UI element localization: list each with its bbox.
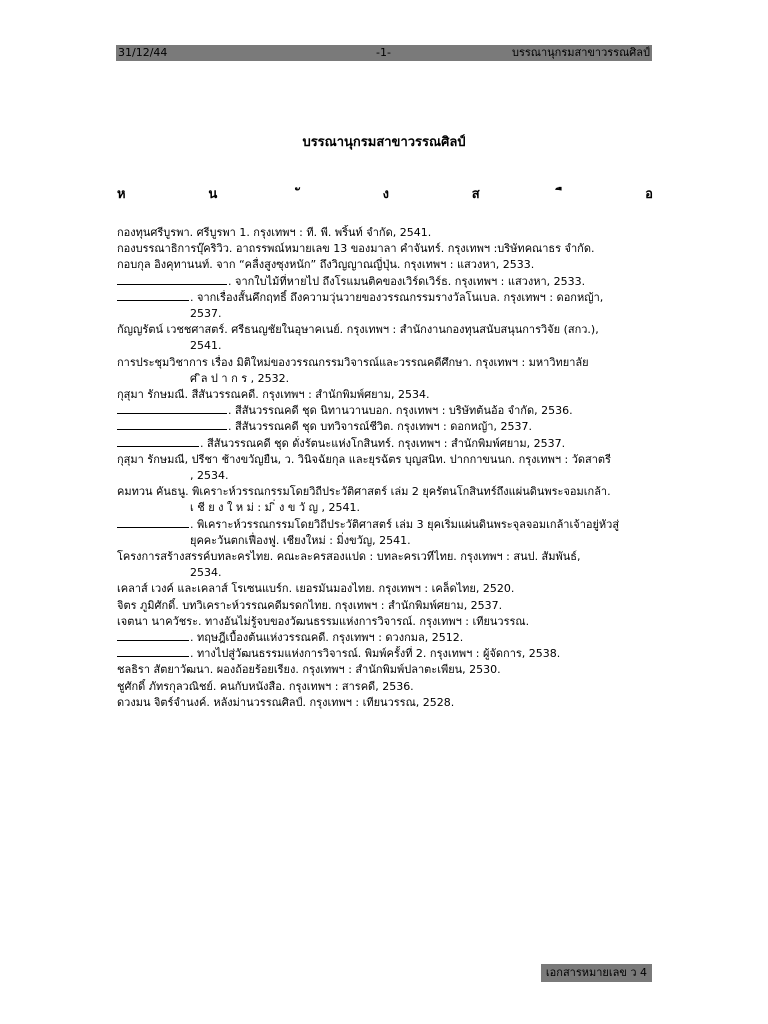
page-header [116,45,652,61]
bibliography-entry [117,679,653,695]
entry-text: . สีสันวรรณคดี ชุด ดั่งรัตนะแห่งโกสินทร์. กรุงเทพฯ : สำนักพิมพ์ศยาม, 2537. [200,436,566,450]
entry-first-line [117,290,653,306]
repeat-author-rule [117,420,227,430]
entry-text: คมทวน คันธนู. พิเคราะห์วรรณกรรมโดยวิถีประวัติศาสตร์ เล่ม 2 ยุครัตนโกสินทร์ถึงแผ่นดินพระจอมเกล้า. [117,485,611,499]
repeat-author-rule [117,631,189,641]
entry-first-line [117,517,653,533]
bibliography-entry [117,257,653,273]
bibliography-entry [117,517,653,549]
entry-text: . ทางไปสู่วัฒนธรรมแห่งการวิจารณ์. พิมพ์ครั้งที่ 2. กรุงเทพฯ : ผู้จัดการ, 2538. [190,647,561,661]
entry-first-line [117,549,653,565]
repeat-author-rule [117,404,227,414]
entry-text: ชูศักดิ์ ภัทรกุลวณิชย์. คนกับหนังสือ. กรุงเทพฯ : สารคดี, 2536. [117,679,414,693]
bibliography-entry [117,614,653,630]
entry-first-line [117,662,653,678]
heading-letter: ส [471,187,480,202]
entry-text: กุสุมา รักษมณี, ปรีชา ช้างขวัญยืน, ว. วินิจฉัยกุล และยุรฉัตร บุญสนิท. ปากกาขนนก. กรุงเทพฯ : วัดสาตรี [117,452,611,466]
bibliography-entry [117,452,653,484]
entry-first-line [117,387,653,403]
entry-first-line [117,322,653,338]
repeat-author-rule [117,518,189,528]
entry-first-line [117,695,653,711]
bibliography-entry [117,646,653,662]
entry-first-line [117,452,653,468]
heading-letter: ห [117,187,126,202]
repeat-author-rule [117,437,199,447]
bibliography-entry [117,241,653,257]
bibliography-entry [117,598,653,614]
header-date: 31/12/44 [118,46,168,59]
bibliography-entry [117,484,653,516]
entry-text: กองบรรณาธิการบุ๊คริวิว. อาถรรพณ์หมายเลข 13 ของมาลา คำจันทร์. กรุงเทพฯ :บริษัทคณาธร จำกัด. [117,242,595,256]
entry-text: เคลาส์ เวงค์ และเคลาส์ โรเซนแบร์ก. เยอรมันมองไทย. กรุงเทพฯ : เคล็ดไทย, 2520. [117,582,515,596]
bibliography-entry [117,695,653,711]
entry-text: ดวงมน จิตร์จำนงค์. หลังม่านวรรณศิลป์. กรุงเทพฯ : เทียนวรรณ, 2528. [117,695,455,709]
footer-document-number: เอกสารหมายเลข ว 4 [541,964,652,982]
bibliography-entry [117,581,653,597]
entry-text: . สีสันวรรณคดี ชุด บทวิจารณ์ชีวิต. กรุงเทพฯ : ดอกหญ้า, 2537. [228,420,532,434]
entry-first-line [117,630,653,646]
entry-first-line [117,484,653,500]
bibliography-entry [117,225,653,241]
entry-first-line [117,419,653,435]
entry-first-line [117,274,653,290]
bibliography-entry [117,436,653,452]
entry-continuation: , 2534. [190,469,229,483]
bibliography-entry [117,630,653,646]
entry-text: จิตร ภูมิศักดิ์. บทวิเคราะห์วรรณคดีมรดกไทย. กรุงเทพฯ : สำนักพิมพ์ศยาม, 2537. [117,598,503,612]
entry-text: เจตนา นาควัชระ. ทางอันไม่รู้จบของวัฒนธรรมแห่งการวิจารณ์. กรุงเทพฯ : เทียนวรรณ. [117,614,530,628]
entry-first-line [117,355,653,371]
entry-text: กัญญรัตน์ เวชชศาสตร์. ศรีธนญชัยในอุษาคเนย์. กรุงเทพฯ : สำนักงานกองทุนสนับสนุนการวิจัย (สกว.), [117,323,599,337]
bibliography-entry [117,274,653,290]
entry-first-line [117,581,653,597]
entry-text: กองทุนศรีบูรพา. ศรีบูรพา 1. กรุงเทพฯ : ที. พี. พริ้นท์ จำกัด, 2541. [117,226,432,239]
bibliography-entry [117,355,653,387]
entry-text: . จากเรื่องสั้นคึกฤทธิ์ ถึงความวุ่นวายของวรรณกรรมรางวัลโนเบล. กรุงเทพฯ : ดอกหญ้า, [190,290,604,304]
entry-first-line [117,614,653,630]
bibliography-entry [117,290,653,322]
section-heading [117,183,653,204]
entry-first-line [117,436,653,452]
repeat-author-rule [117,647,189,657]
heading-letter: ง [382,187,390,202]
header-document-title: บรรณานุกรมสาขาวรรณศิลป์ [511,46,650,59]
entry-first-line [117,257,653,273]
entry-continuation: ยุคคะวันตกเฟื่องฟู. เชียงใหม่ : มิ่งขวัญ, 2541. [190,533,411,547]
heading-letter: อ [645,187,653,202]
entry-first-line [117,679,653,695]
entry-text: โครงการสร้างสรรค์บทละครไทย. คณะละครสองแปด : บทละครเวทีไทย. กรุงเทพฯ : สนป. สัมพันธ์, [117,550,581,564]
bibliography-entry [117,387,653,403]
bibliography-entry [117,662,653,678]
entry-continuation: 2537. [190,307,222,321]
entry-first-line [117,598,653,614]
entry-first-line [117,403,653,419]
bibliography-entry [117,322,653,354]
bibliography-entry [117,403,653,419]
heading-letter: น [208,187,218,202]
entry-continuation: เ ชี ย ง ใ ห ม่ : ม ิ่ ง ข วั ญ , 2541. [190,501,360,515]
entry-text: กุสุมา รักษมณี. สีสันวรรณคดี. กรุงเทพฯ : สำนักพิมพ์ศยาม, 2534. [117,388,430,402]
entry-text: . ทฤษฎีเบื้องต้นแห่งวรรณคดี. กรุงเทพฯ : ดวงกมล, 2512. [190,631,464,645]
bibliography-entry [117,549,653,581]
header-page-number: -1- [376,46,391,59]
entry-text: การประชุมวิชาการ เรื่อง มิติใหม่ของวรรณกรรมวิจารณ์และวรรณคดีศึกษา. กรุงเทพฯ : มหาวิทยาลัย [117,355,589,369]
page-title: บรรณานุกรมสาขาวรรณศิลป์ [302,135,466,150]
entry-continuation: 2534. [190,566,222,580]
bibliography-entry [117,419,653,435]
entry-text: . สีสันวรรณคดี ชุด นิทานวานบอก. กรุงเทพฯ : บริษัทต้นอ้อ จำกัด, 2536. [228,404,573,418]
entry-continuation: ศ ิล ป า ก ร , 2532. [190,371,290,385]
entry-continuation: 2541. [190,339,222,353]
entry-first-line [117,241,653,257]
bibliography-list [117,225,653,711]
entry-text: . พิเคราะห์วรรณกรรมโดยวิถีประวัติศาสตร์ เล่ม 3 ยุคเริ่มแผ่นดินพระจุลจอมเกล้าเจ้าอยู่หัวสู่ [190,517,620,531]
entry-text: ชลธิรา สัตยาวัฒนา. ผองถ้อยร้อยเรียง. กรุงเทพฯ : สำนักพิมพ์ปลาตะเพียน, 2530. [117,663,501,677]
repeat-author-rule [117,275,227,285]
entry-first-line [117,646,653,662]
repeat-author-rule [117,291,189,301]
entry-text: กอบกุล อิงคุทานนท์. จาก “คลื่งสูงซุงหนัก” ถึงวิญญาณญี่ปุ่น. กรุงเทพฯ : แสวงหา, 2533. [117,258,535,272]
entry-text: . จากใบไม้ที่หายไป ถึงโรแมนติคของเวิร์ดเวิร์ธ. กรุงเทพฯ : แสวงหา, 2533. [228,274,586,288]
entry-first-line [117,225,653,241]
